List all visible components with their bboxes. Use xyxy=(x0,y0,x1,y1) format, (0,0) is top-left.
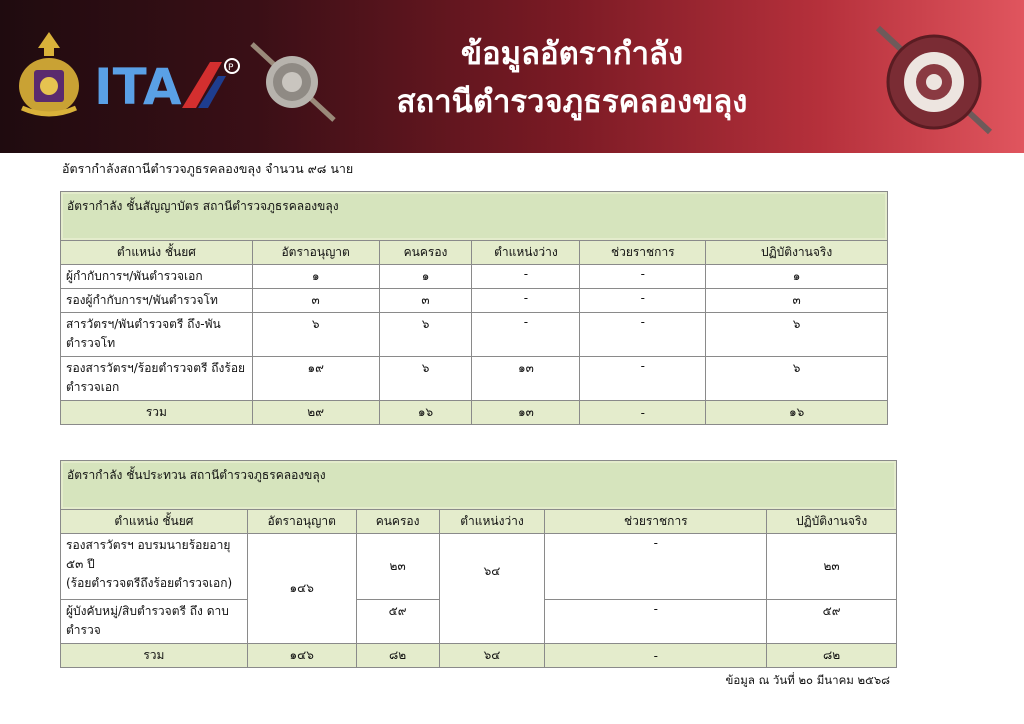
table-cell: ๑๖ xyxy=(706,401,888,425)
medal-icon xyxy=(246,40,341,124)
table1-header-cell: ตำแหน่งว่าง xyxy=(472,241,580,265)
table1-caption: อัตรากำลัง ชั้นสัญญาบัตร สถานีตำรวจภูธรคลองขลุง xyxy=(63,194,885,238)
table1-header-cell: ตำแหน่ง ชั้นยศ xyxy=(61,241,253,265)
table-cell: สารวัตรฯ/พันตำรวจตรี ถึง-พันตำรวจโท xyxy=(61,313,253,357)
table-cell: ๒๙ xyxy=(252,401,379,425)
table-cell: ๓ xyxy=(379,289,472,313)
svg-text:P: P xyxy=(228,63,234,73)
non-commissioned-table xyxy=(60,460,897,668)
table-cell: - xyxy=(580,357,706,401)
table-row xyxy=(61,534,897,600)
table-cell: รองสารวัตรฯ/ร้อยตำรวจตรี ถึงร้อยตำรวจเอก xyxy=(61,357,253,401)
table2-header-cell: คนครอง xyxy=(356,510,439,534)
table-cell: - xyxy=(545,534,767,600)
table-cell: รวม xyxy=(61,644,248,668)
row1-title: รองสารวัตรฯ อบรมนายร้อยอายุ ๕๓ ปี xyxy=(66,538,231,571)
table-cell: ๑ xyxy=(706,265,888,289)
table-cell: ๑๓ xyxy=(472,357,580,401)
table2-header-cell: ปฏิบัติงานจริง xyxy=(767,510,897,534)
table-cell: - xyxy=(545,644,767,668)
table-cell: ๓ xyxy=(706,289,888,313)
table-cell xyxy=(61,534,248,600)
table-cell: ๘๒ xyxy=(767,644,897,668)
table-cell: - xyxy=(580,289,706,313)
table-cell: ๖๔ xyxy=(439,644,545,668)
table1-header-row xyxy=(61,241,888,265)
table-cell: ๖ xyxy=(379,313,472,357)
table-cell: ๕๙ xyxy=(767,600,897,644)
table-cell: ๑ xyxy=(379,265,472,289)
table-cell: - xyxy=(580,265,706,289)
table-cell: ๑๙ xyxy=(252,357,379,401)
table-cell: - xyxy=(472,289,580,313)
table-cell: รวม xyxy=(61,401,253,425)
table-row xyxy=(61,357,888,401)
commissioned-table xyxy=(60,191,888,425)
table1-header-cell: คนครอง xyxy=(379,241,472,265)
table-cell: ๘๒ xyxy=(356,644,439,668)
table-cell: ๑๓ xyxy=(472,401,580,425)
table-row xyxy=(61,289,888,313)
table1-total-row xyxy=(61,401,888,425)
table-cell: ๑๖ xyxy=(379,401,472,425)
table-cell: - xyxy=(580,313,706,357)
table-cell: ๑ xyxy=(252,265,379,289)
table-cell: ๓ xyxy=(252,289,379,313)
table-cell: ผู้กำกับการฯ/พันตำรวจเอก xyxy=(61,265,253,289)
table-cell: - xyxy=(545,600,767,644)
table1-header-cell: อัตราอนุญาต xyxy=(252,241,379,265)
station-seal-icon xyxy=(870,20,998,138)
table-cell: - xyxy=(472,265,580,289)
ita-logo-text: ITA xyxy=(94,58,182,116)
table-cell: ๖ xyxy=(706,313,888,357)
table-cell: ๖ xyxy=(379,357,472,401)
table2-caption: อัตรากำลัง ชั้นประทวน สถานีตำรวจภูธรคลองขลุง xyxy=(63,463,894,507)
table2-header-cell: ตำแหน่งว่าง xyxy=(439,510,545,534)
table2-header-cell: อัตราอนุญาต xyxy=(247,510,356,534)
intro-text: อัตรากำลังสถานีตำรวจภูธรคลองขลุง จำนวน ๙๘ นาย xyxy=(62,161,354,176)
banner-title-line1: ข้อมูลอัตรากำลัง xyxy=(460,36,684,72)
row1-subtitle: (ร้อยตำรวจตรีถึงร้อยตำรวจเอก) xyxy=(66,576,233,590)
table1-header-cell: ช่วยราชการ xyxy=(580,241,706,265)
table-cell: ๖ xyxy=(706,357,888,401)
table-cell: - xyxy=(580,401,706,425)
table2-header-cell: ช่วยราชการ xyxy=(545,510,767,534)
table-cell: ๑๔๖ xyxy=(247,534,356,644)
table-cell: ๒๓ xyxy=(356,534,439,600)
table-cell: ผู้บังคับหมู่/สิบตำรวจตรี ถึง ดาบตำรวจ xyxy=(61,600,248,644)
table-cell: ๖ xyxy=(252,313,379,357)
table-row xyxy=(61,313,888,357)
table-cell: ๕๙ xyxy=(356,600,439,644)
ita-logo xyxy=(92,52,242,120)
table2-total-row xyxy=(61,644,897,668)
data-date-note: ข้อมูล ณ วันที่ ๒๐ มีนาคม ๒๕๖๘ xyxy=(725,673,890,687)
table2-header-row xyxy=(61,510,897,534)
table1-header-cell: ปฏิบัติงานจริง xyxy=(706,241,888,265)
table2-header-cell: ตำแหน่ง ชั้นยศ xyxy=(61,510,248,534)
header-banner xyxy=(0,0,1024,153)
table-cell: ๒๓ xyxy=(767,534,897,600)
table-cell: ๑๔๖ xyxy=(247,644,356,668)
table-cell: รองผู้กำกับการฯ/พันตำรวจโท xyxy=(61,289,253,313)
table-row xyxy=(61,265,888,289)
table-cell: ๖๔ xyxy=(439,534,545,644)
table-cell: - xyxy=(472,313,580,357)
banner-title xyxy=(392,30,752,126)
police-emblem-icon xyxy=(14,28,84,118)
banner-title-line2: สถานีตำรวจภูธรคลองขลุง xyxy=(396,84,748,120)
